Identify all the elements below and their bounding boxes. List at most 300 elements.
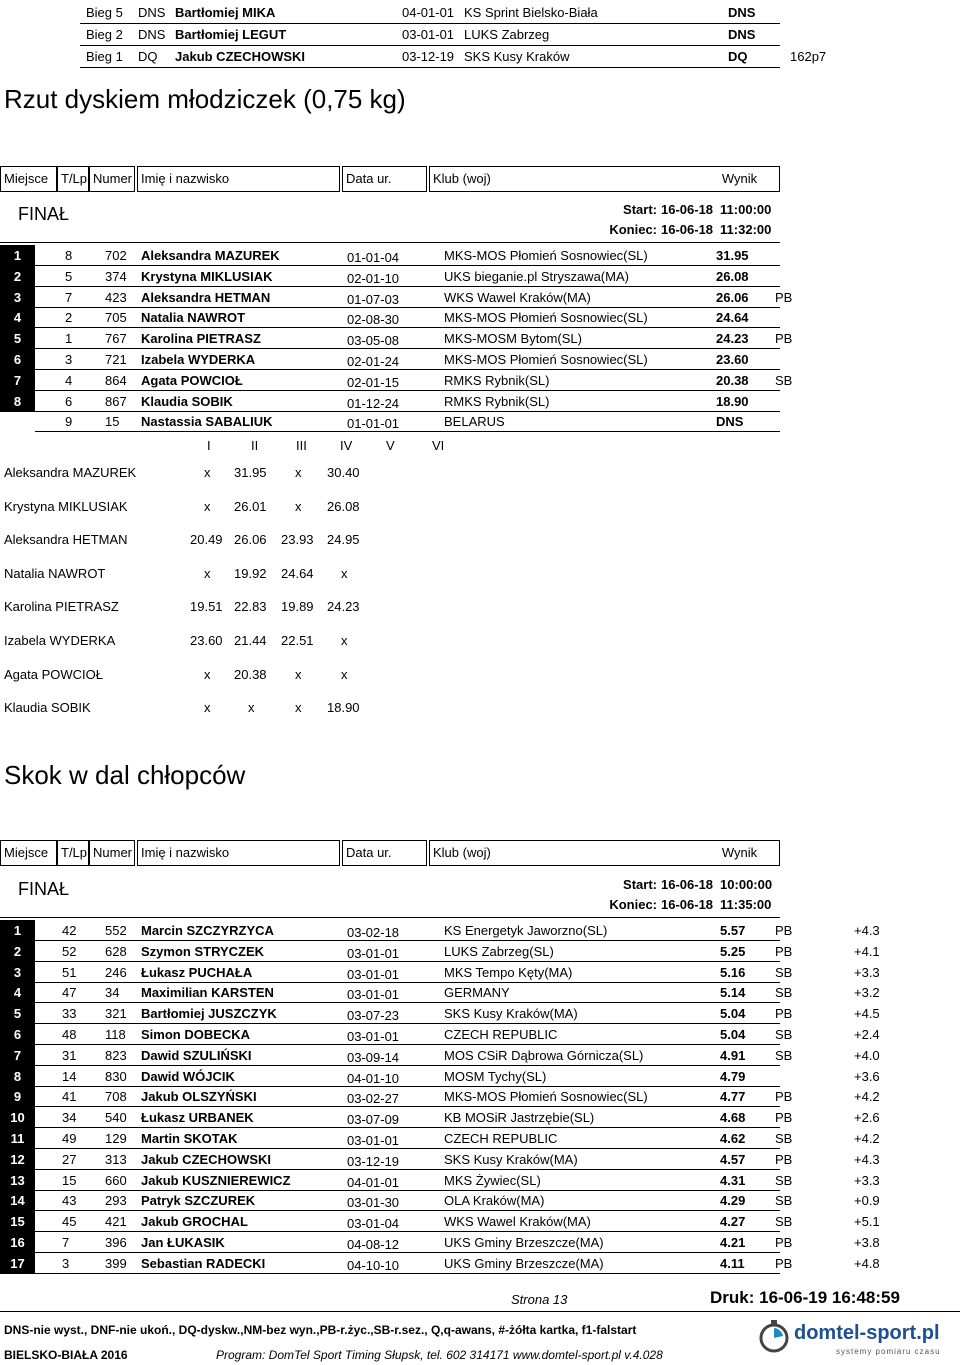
result-row (0, 349, 960, 370)
athlete-name: Patryk SZCZUREK (141, 1193, 256, 1208)
row-divider (35, 1273, 780, 1274)
place-badge: 4 (0, 307, 35, 328)
result-row (0, 1232, 960, 1253)
athlete-result: 4.21 (720, 1235, 746, 1250)
bib-lp: 51 (62, 965, 77, 980)
attempt-value: x (295, 700, 302, 716)
place-badge: 5 (0, 1003, 35, 1024)
athlete-club: MOSM Tychy(SL) (444, 1069, 547, 1084)
prev-result: DNS (728, 27, 756, 42)
wind-value: +2.4 (854, 1027, 880, 1042)
athlete-club: OLA Kraków(MA) (444, 1193, 545, 1208)
athlete-club: MKS-MOS Płomień Sosnowiec(SL) (444, 1089, 648, 1104)
prev-club: KS Sprint Bielsko-Biała (464, 5, 598, 20)
attempt-value: 26.01 (234, 498, 267, 514)
athlete-result: 5.04 (720, 1006, 746, 1021)
bib-lp: 15 (62, 1173, 77, 1188)
place-badge: 6 (0, 1024, 35, 1045)
bib-lp: 49 (62, 1131, 77, 1146)
athlete-dob: 01-01-01 (347, 416, 400, 431)
row-divider (35, 431, 780, 432)
place-badge: 3 (0, 287, 35, 308)
athlete-number: 767 (105, 331, 127, 346)
athlete-result: 26.08 (716, 269, 749, 284)
result-row (0, 1149, 960, 1170)
athlete-number: 293 (105, 1193, 127, 1208)
event-title: Skok w dal chłopców (4, 760, 246, 790)
attempt-value: 19.51 (190, 599, 223, 615)
athlete-club: WKS Wawel Kraków(MA) (444, 290, 591, 305)
attempt-athlete: Agata POWCIOŁ (4, 666, 103, 682)
place-badge: 3 (0, 962, 35, 983)
athlete-club: MKS Tempo Kęty(MA) (444, 965, 573, 980)
prev-dob: 03-12-19 (402, 49, 455, 64)
attempt-header: V (386, 438, 395, 453)
result-row (0, 941, 960, 962)
athlete-club: BELARUS (444, 414, 505, 429)
record-flag: SB (775, 1048, 793, 1063)
end-time: 11:32:00 (720, 222, 772, 237)
attempt-header: II (251, 438, 259, 453)
athlete-number: 540 (105, 1110, 127, 1125)
start-line (612, 875, 772, 895)
prev-dob: 04-01-01 (402, 5, 455, 20)
record-flag: PB (775, 290, 793, 305)
attempt-value: 19.92 (234, 565, 267, 581)
athlete-number: 421 (105, 1214, 127, 1229)
place-badge: 1 (0, 920, 35, 941)
header-lp: T/Lp (57, 166, 89, 192)
place-badge: 4 (0, 982, 35, 1003)
athlete-number: 708 (105, 1089, 127, 1104)
wind-value: +3.3 (854, 965, 880, 980)
wind-value: +4.1 (854, 944, 880, 959)
athlete-result: 5.14 (720, 985, 746, 1000)
wind-value: +4.8 (854, 1256, 880, 1271)
athlete-number: 830 (105, 1069, 127, 1084)
wind-value: +2.6 (854, 1110, 880, 1125)
athlete-club: KB MOSiR Jastrzębie(SL) (444, 1110, 595, 1125)
athlete-dob: 03-05-08 (347, 333, 400, 348)
result-row (0, 1190, 960, 1211)
result-row (0, 1086, 960, 1107)
athlete-number: 129 (105, 1131, 127, 1146)
result-row (0, 245, 960, 266)
athlete-number: 118 (105, 1027, 126, 1042)
athlete-result: 4.29 (720, 1193, 746, 1208)
attempt-value: 31.95 (234, 465, 267, 480)
athlete-result: 24.23 (716, 331, 749, 346)
result-row (0, 1045, 960, 1066)
header-result: Wynik (700, 840, 780, 866)
start-time: 11:00:00 (720, 202, 772, 217)
athlete-name: Jan ŁUKASIK (141, 1235, 225, 1250)
athlete-dob: 03-09-14 (347, 1050, 400, 1065)
result-row (0, 1003, 960, 1024)
athlete-name: Jakub OLSZYŃSKI (141, 1089, 257, 1104)
athlete-club: MKS-MOS Płomień Sosnowiec(SL) (444, 310, 648, 325)
attempt-athlete: Aleksandra MAZUREK (4, 465, 137, 480)
attempt-value: 30.40 (327, 465, 360, 480)
bib-lp: 41 (62, 1089, 77, 1104)
athlete-name: Dawid WÓJCIK (141, 1069, 235, 1084)
place-badge: 6 (0, 349, 35, 370)
prev-name: Bartłomiej LEGUT (175, 27, 287, 42)
athlete-name: Martin SKOTAK (141, 1131, 238, 1146)
athlete-number: 246 (105, 965, 127, 980)
header-result: Wynik (700, 166, 780, 192)
athlete-result: 23.60 (716, 352, 749, 367)
record-flag: PB (775, 1235, 793, 1250)
attempt-value: 20.38 (234, 666, 267, 682)
athlete-name: Dawid SZULIŃSKI (141, 1048, 252, 1063)
athlete-dob: 03-01-01 (347, 1133, 400, 1148)
athlete-club: UKS bieganie.pl Stryszawa(MA) (444, 269, 629, 284)
record-flag: SB (775, 1214, 793, 1229)
athlete-club: SKS Kusy Kraków(MA) (444, 1006, 578, 1021)
athlete-number: 321 (105, 1006, 127, 1021)
prev-status: DNS (138, 5, 166, 20)
athlete-name: Łukasz URBANEK (141, 1110, 254, 1125)
bib-lp: 5 (65, 269, 73, 284)
result-row (0, 266, 960, 287)
attempt-value: 26.06 (234, 532, 267, 548)
start-time: 10:00:00 (720, 877, 773, 892)
attempt-value: x (295, 498, 302, 514)
place-badge: 13 (0, 1170, 35, 1191)
prev-result-row (0, 2, 960, 23)
place-badge: 7 (0, 1045, 35, 1066)
start-end-times (609, 875, 773, 915)
prev-result: DNS (728, 5, 756, 20)
prev-club: SKS Kusy Kraków (464, 49, 570, 64)
athlete-number: 705 (105, 310, 127, 325)
bib-lp: 3 (62, 1256, 70, 1271)
athlete-result: 4.11 (720, 1256, 745, 1271)
attempt-value: x (204, 465, 211, 480)
result-row (0, 1211, 960, 1232)
result-row (0, 920, 960, 941)
athlete-name: Maximilian KARSTEN (141, 985, 274, 1000)
athlete-name: Jakub KUSZNIEREWICZ (141, 1173, 291, 1188)
athlete-dob: 03-07-09 (347, 1112, 400, 1127)
wind-value: +4.5 (854, 1006, 880, 1021)
athlete-club: MOS CSiR Dąbrowa Górnicza(SL) (444, 1048, 644, 1063)
athlete-dob: 03-01-01 (347, 1029, 400, 1044)
athlete-number: 702 (105, 248, 127, 263)
attempt-value: 24.23 (327, 599, 360, 615)
athlete-club: MKS-MOS Płomień Sosnowiec(SL) (444, 248, 648, 263)
bib-lp: 3 (65, 352, 73, 367)
wind-value: +0.9 (854, 1193, 880, 1208)
athlete-number: 660 (105, 1173, 127, 1188)
athlete-club: LUKS Zabrzeg(SL) (444, 944, 554, 959)
attempt-athlete: Klaudia SOBIK (4, 700, 91, 716)
athlete-club: CZECH REPUBLIC (444, 1131, 558, 1146)
attempt-header: III (296, 438, 307, 453)
start-line (612, 200, 771, 220)
athlete-dob: 04-10-10 (347, 1258, 400, 1273)
athlete-club: MKS-MOSM Bytom(SL) (444, 331, 582, 346)
athlete-name: Natalia NAWROT (141, 310, 246, 325)
place-badge: 14 (0, 1190, 35, 1211)
athlete-result: 5.57 (720, 923, 746, 938)
attempt-athlete: Aleksandra HETMAN (4, 532, 128, 548)
attempt-value: x (204, 700, 211, 716)
athlete-result: 5.04 (720, 1027, 746, 1042)
bib-lp: 47 (62, 985, 77, 1000)
prev-result-row (0, 24, 960, 45)
athlete-number: 721 (105, 352, 127, 367)
athlete-name: Bartłomiej JUSZCZYK (141, 1006, 277, 1021)
record-flag: PB (775, 1152, 793, 1167)
header-number: Numer (89, 166, 135, 192)
athlete-club: MKS Żywiec(SL) (444, 1173, 541, 1188)
athlete-club: KS Energetyk Jaworzno(SL) (444, 923, 608, 938)
athlete-result: 31.95 (716, 248, 749, 263)
athlete-result: 4.68 (720, 1110, 746, 1125)
athlete-name: Aleksandra MAZUREK (141, 248, 280, 263)
athlete-name: Krystyna MIKLUSIAK (141, 269, 273, 284)
attempt-value: 22.83 (234, 599, 267, 615)
athlete-number: 396 (105, 1235, 127, 1250)
attempt-value: x (204, 565, 211, 581)
attempt-value: x (341, 565, 348, 581)
city-year: BIELSKO-BIAŁA 2016 (4, 1348, 128, 1362)
table-header (0, 840, 782, 866)
attempt-value: 26.08 (327, 498, 360, 514)
place-badge: 2 (0, 941, 35, 962)
header-name: Imię i nazwisko (137, 840, 340, 866)
athlete-club: WKS Wawel Kraków(MA) (444, 1214, 591, 1229)
wind-value: +3.3 (854, 1173, 880, 1188)
athlete-club: RMKS Rybnik(SL) (444, 373, 550, 388)
wind-value: +4.3 (854, 923, 880, 938)
place-badge: 5 (0, 328, 35, 349)
athlete-name: Simon DOBECKA (141, 1027, 251, 1042)
wind-value: +4.2 (854, 1089, 880, 1104)
end-time: 11:35:00 (720, 897, 772, 912)
end-date: 16-06-18 (661, 897, 714, 912)
place-badge: 9 (0, 1086, 35, 1107)
athlete-result: 5.16 (720, 965, 746, 980)
bib-lp: 45 (62, 1214, 77, 1229)
header-dob: Data ur. (342, 840, 427, 866)
attempt-header: I (207, 438, 211, 453)
attempt-athlete: Krystyna MIKLUSIAK (4, 498, 128, 514)
athlete-number: 823 (105, 1048, 127, 1063)
athlete-dob: 02-01-15 (347, 375, 400, 390)
record-flag: SB (775, 1193, 793, 1208)
place-badge: 10 (0, 1107, 35, 1128)
place-badge: 8 (0, 391, 35, 412)
table-header (0, 166, 782, 192)
prev-club: LUKS Zabrzeg (464, 27, 550, 42)
attempt-value: 23.60 (190, 633, 223, 648)
athlete-name: Marcin SZCZYRZYCA (141, 923, 274, 938)
wind-value: +3.6 (854, 1069, 880, 1084)
wind-value: +3.2 (854, 985, 880, 1000)
athlete-result: DNS (716, 414, 744, 429)
record-flag: PB (775, 1089, 793, 1104)
athlete-club: CZECH REPUBLIC (444, 1027, 558, 1042)
athlete-result: 26.06 (716, 290, 749, 305)
athlete-name: Jakub CZECHOWSKI (141, 1152, 272, 1167)
athlete-dob: 03-01-01 (347, 967, 400, 982)
legend-text: DNS-nie wyst., DNF-nie ukoń., DQ-dyskw.,NM-bez wyn.,PB-r.życ.,SB-r.sez., Q,q-awans, #-żółta kartka, f1-falstart (4, 1323, 637, 1337)
bib-lp: 33 (62, 1006, 77, 1021)
athlete-club: UKS Gminy Brzeszcze(MA) (444, 1256, 604, 1271)
athlete-name: Nastassia SABALIUK (141, 414, 273, 429)
bib-lp: 31 (62, 1048, 77, 1063)
attempt-value: x (204, 498, 211, 514)
record-flag: PB (775, 923, 793, 938)
result-row (0, 411, 960, 432)
athlete-name: Karolina PIETRASZ (141, 331, 261, 346)
athlete-dob: 03-01-30 (347, 1195, 400, 1210)
header-club: Klub (woj) (429, 166, 700, 192)
page-number: Strona 13 (511, 1292, 568, 1307)
prev-name: Jakub CZECHOWSKI (175, 49, 306, 64)
bib-lp: 8 (65, 248, 73, 263)
bib-lp: 1 (65, 331, 73, 346)
bib-lp: 7 (65, 290, 73, 305)
athlete-number: 423 (105, 290, 127, 305)
record-flag: SB (775, 985, 793, 1000)
record-flag: SB (775, 1173, 793, 1188)
athlete-dob: 01-12-24 (347, 396, 400, 411)
athlete-dob: 02-01-24 (347, 354, 400, 369)
athlete-number: 864 (105, 373, 127, 388)
result-row (0, 391, 960, 412)
athlete-club: MKS-MOS Płomień Sosnowiec(SL) (444, 352, 648, 367)
end-label: Koniec: (609, 222, 657, 237)
row-divider (80, 67, 780, 68)
place-badge: 15 (0, 1211, 35, 1232)
athlete-number: 374 (105, 269, 127, 284)
attempt-value: 19.89 (281, 599, 314, 615)
logo-text: domtel-sport.pl (794, 1322, 940, 1344)
attempt-value: x (204, 666, 211, 682)
result-row (0, 1253, 960, 1274)
print-timestamp: Druk: 16-06-19 16:48:59 (710, 1288, 900, 1307)
attempt-value: x (295, 666, 302, 682)
header-name: Imię i nazwisko (137, 166, 340, 192)
wind-value: +4.3 (854, 1152, 880, 1167)
bib-lp: 9 (65, 414, 73, 429)
athlete-name: Izabela WYDERKA (141, 352, 256, 367)
athlete-dob: 02-08-30 (347, 312, 400, 327)
bib-lp: 4 (65, 373, 73, 388)
stage-label: FINAŁ (18, 204, 70, 224)
athlete-result: 4.77 (720, 1089, 746, 1104)
athlete-name: Sebastian RADECKI (141, 1256, 266, 1271)
athlete-name: Szymon STRYCZEK (141, 944, 265, 959)
bib-lp: 27 (62, 1152, 77, 1167)
header-number: Numer (89, 840, 135, 866)
end-date: 16-06-18 (661, 222, 714, 237)
record-flag: PB (775, 1006, 793, 1021)
athlete-result: 4.27 (720, 1214, 746, 1229)
bib-lp: 34 (62, 1110, 77, 1125)
wind-value: +4.0 (854, 1048, 880, 1063)
result-row (0, 307, 960, 328)
result-row (0, 370, 960, 391)
attempt-header: IV (340, 438, 353, 453)
prev-heat: Bieg 5 (86, 5, 123, 20)
prev-result-row (0, 46, 960, 67)
stopwatch-icon (756, 1318, 792, 1354)
bib-lp: 2 (65, 310, 73, 325)
result-row (0, 1066, 960, 1087)
header-place: Miejsce (0, 166, 57, 192)
attempt-value: 21.44 (234, 633, 267, 648)
result-row (0, 1170, 960, 1191)
prev-heat: Bieg 2 (86, 27, 123, 42)
start-date: 16-06-18 (661, 202, 714, 217)
athlete-dob: 02-01-10 (347, 271, 400, 286)
end-line (602, 220, 771, 240)
wind-value: +4.2 (854, 1131, 880, 1146)
event-title: Rzut dyskiem młodziczek (0,75 kg) (4, 84, 406, 114)
record-flag: PB (775, 1256, 793, 1271)
place-badge: 16 (0, 1232, 35, 1253)
attempt-athlete: Izabela WYDERKA (4, 633, 116, 648)
attempt-value: x (341, 666, 348, 682)
start-end-times (609, 200, 772, 240)
start-date: 16-06-18 (661, 877, 714, 892)
bib-lp: 48 (62, 1027, 77, 1042)
athlete-number: 313 (105, 1152, 127, 1167)
record-flag: PB (775, 944, 793, 959)
result-row (0, 962, 960, 983)
athlete-result: 4.79 (720, 1069, 746, 1084)
record-flag: PB (775, 1110, 793, 1125)
athlete-dob: 04-01-01 (347, 1175, 400, 1190)
wind-value: +3.8 (854, 1235, 880, 1250)
place-badge: 17 (0, 1253, 35, 1274)
bib-lp: 43 (62, 1193, 77, 1208)
result-row (0, 1128, 960, 1149)
athlete-club: GERMANY (444, 985, 510, 1000)
table-top-rule (0, 917, 780, 918)
prev-name: Bartłomiej MIKA (175, 5, 276, 20)
athlete-result: 4.91 (720, 1048, 746, 1063)
record-flag: SB (775, 1131, 793, 1146)
athlete-result: 4.62 (720, 1131, 746, 1146)
athlete-dob: 04-01-10 (347, 1071, 400, 1086)
attempt-value: 24.95 (327, 532, 360, 548)
header-lp: T/Lp (57, 840, 89, 866)
athlete-dob: 03-01-04 (347, 1216, 400, 1231)
record-flag: PB (775, 331, 793, 346)
place-badge: 12 (0, 1149, 35, 1170)
prev-result: DQ (728, 49, 748, 64)
athlete-dob: 03-07-23 (347, 1008, 400, 1023)
athlete-result: 5.25 (720, 944, 746, 959)
header-dob: Data ur. (342, 166, 427, 192)
athlete-number: 552 (105, 923, 127, 938)
athlete-number: 34 (105, 985, 120, 1000)
bib-lp: 42 (62, 923, 77, 938)
place-badge: 7 (0, 370, 35, 391)
result-row (0, 328, 960, 349)
athlete-dob: 03-01-01 (347, 987, 400, 1002)
attempt-value: x (341, 633, 348, 648)
place-badge: 2 (0, 266, 35, 287)
athlete-number: 628 (105, 944, 127, 959)
athlete-name: Łukasz PUCHAŁA (141, 965, 253, 980)
